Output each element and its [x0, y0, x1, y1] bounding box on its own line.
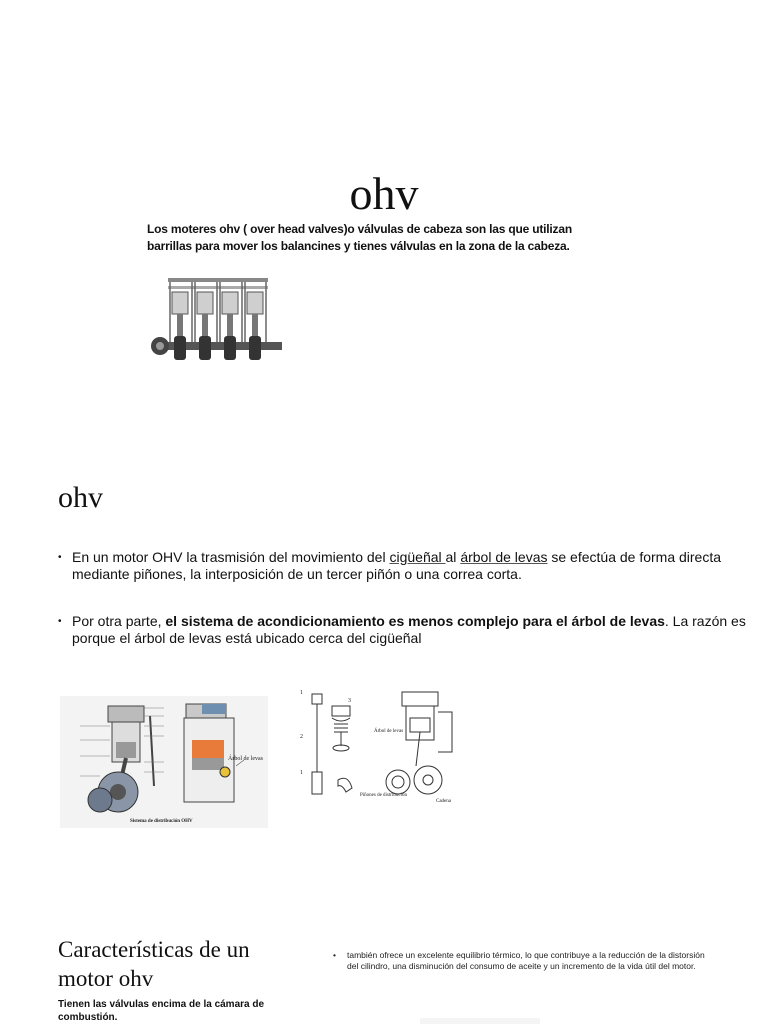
bullet-dot: • — [333, 950, 336, 960]
diagram1-caption: Sistema de distribución OHV — [130, 819, 193, 824]
ohv-engine-image — [150, 272, 285, 372]
bullet2-text-end: . La razón es porque el árbol de levas está ubicado cerca del cigüeñal — [72, 613, 746, 646]
bullet-dot: • — [58, 616, 62, 627]
bullet2-text: Por otra parte, — [72, 613, 166, 629]
slide2-title: ohv — [58, 481, 103, 514]
bullet1-connector: al — [445, 549, 461, 565]
slide3-title: Características de un motor ohv — [58, 937, 250, 991]
label-4: 1 — [300, 770, 303, 776]
faint-image-placeholder — [420, 1018, 540, 1024]
label-1: 1 — [300, 690, 303, 696]
slide1-description: Los moteres ohv ( over head valves)o válvulas de cabeza son las que utilizan barrillas para mover los balancines y tienes válvulas en la zona de la cabeza. — [147, 222, 572, 253]
arbol-de-levas-label: Árbol de levas — [228, 756, 263, 762]
cigueñal-link[interactable]: cigüeñal — [389, 549, 446, 565]
bullet-dot: • — [58, 552, 62, 563]
ohv-valvetrain-diagram — [298, 688, 470, 810]
label-3: 3 — [348, 698, 351, 704]
ohv-distribution-diagram — [60, 696, 268, 828]
slide3-subtitle: Tienen las válvulas encima de la cámara de combustión. — [58, 999, 265, 1023]
bullet-cigueñal — [58, 549, 763, 583]
pinones-label: Piñones de distribución — [360, 793, 407, 798]
label-2: 2 — [300, 734, 303, 740]
bullet1-text-end: se efectúa de forma directa mediante piñones, la interposición de un tercer piñón o una correa corta. — [72, 549, 722, 582]
bullet-sistema — [58, 613, 763, 647]
slide1-title: ohv — [349, 168, 419, 219]
arbol-de-levas-link[interactable]: árbol de levas — [460, 549, 548, 565]
arbol-de-levas-label-2: Árbol de levas — [374, 729, 404, 734]
bullet2-bold: el sistema de acondicionamiento es menos complejo para el árbol de levas — [165, 613, 665, 629]
cadena-label: Cadena — [436, 799, 451, 804]
slide3-bullet — [333, 950, 713, 972]
bullet1-text: En un motor OHV la trasmisión del movimiento del — [72, 549, 390, 565]
slide3-bullet-text: también ofrece un excelente equilibrio térmico, lo que contribuye a la reducción de la distorsión del cilindro, una disminución del consumo de aceite y un incremento de la vida útil del motor. — [347, 950, 705, 971]
